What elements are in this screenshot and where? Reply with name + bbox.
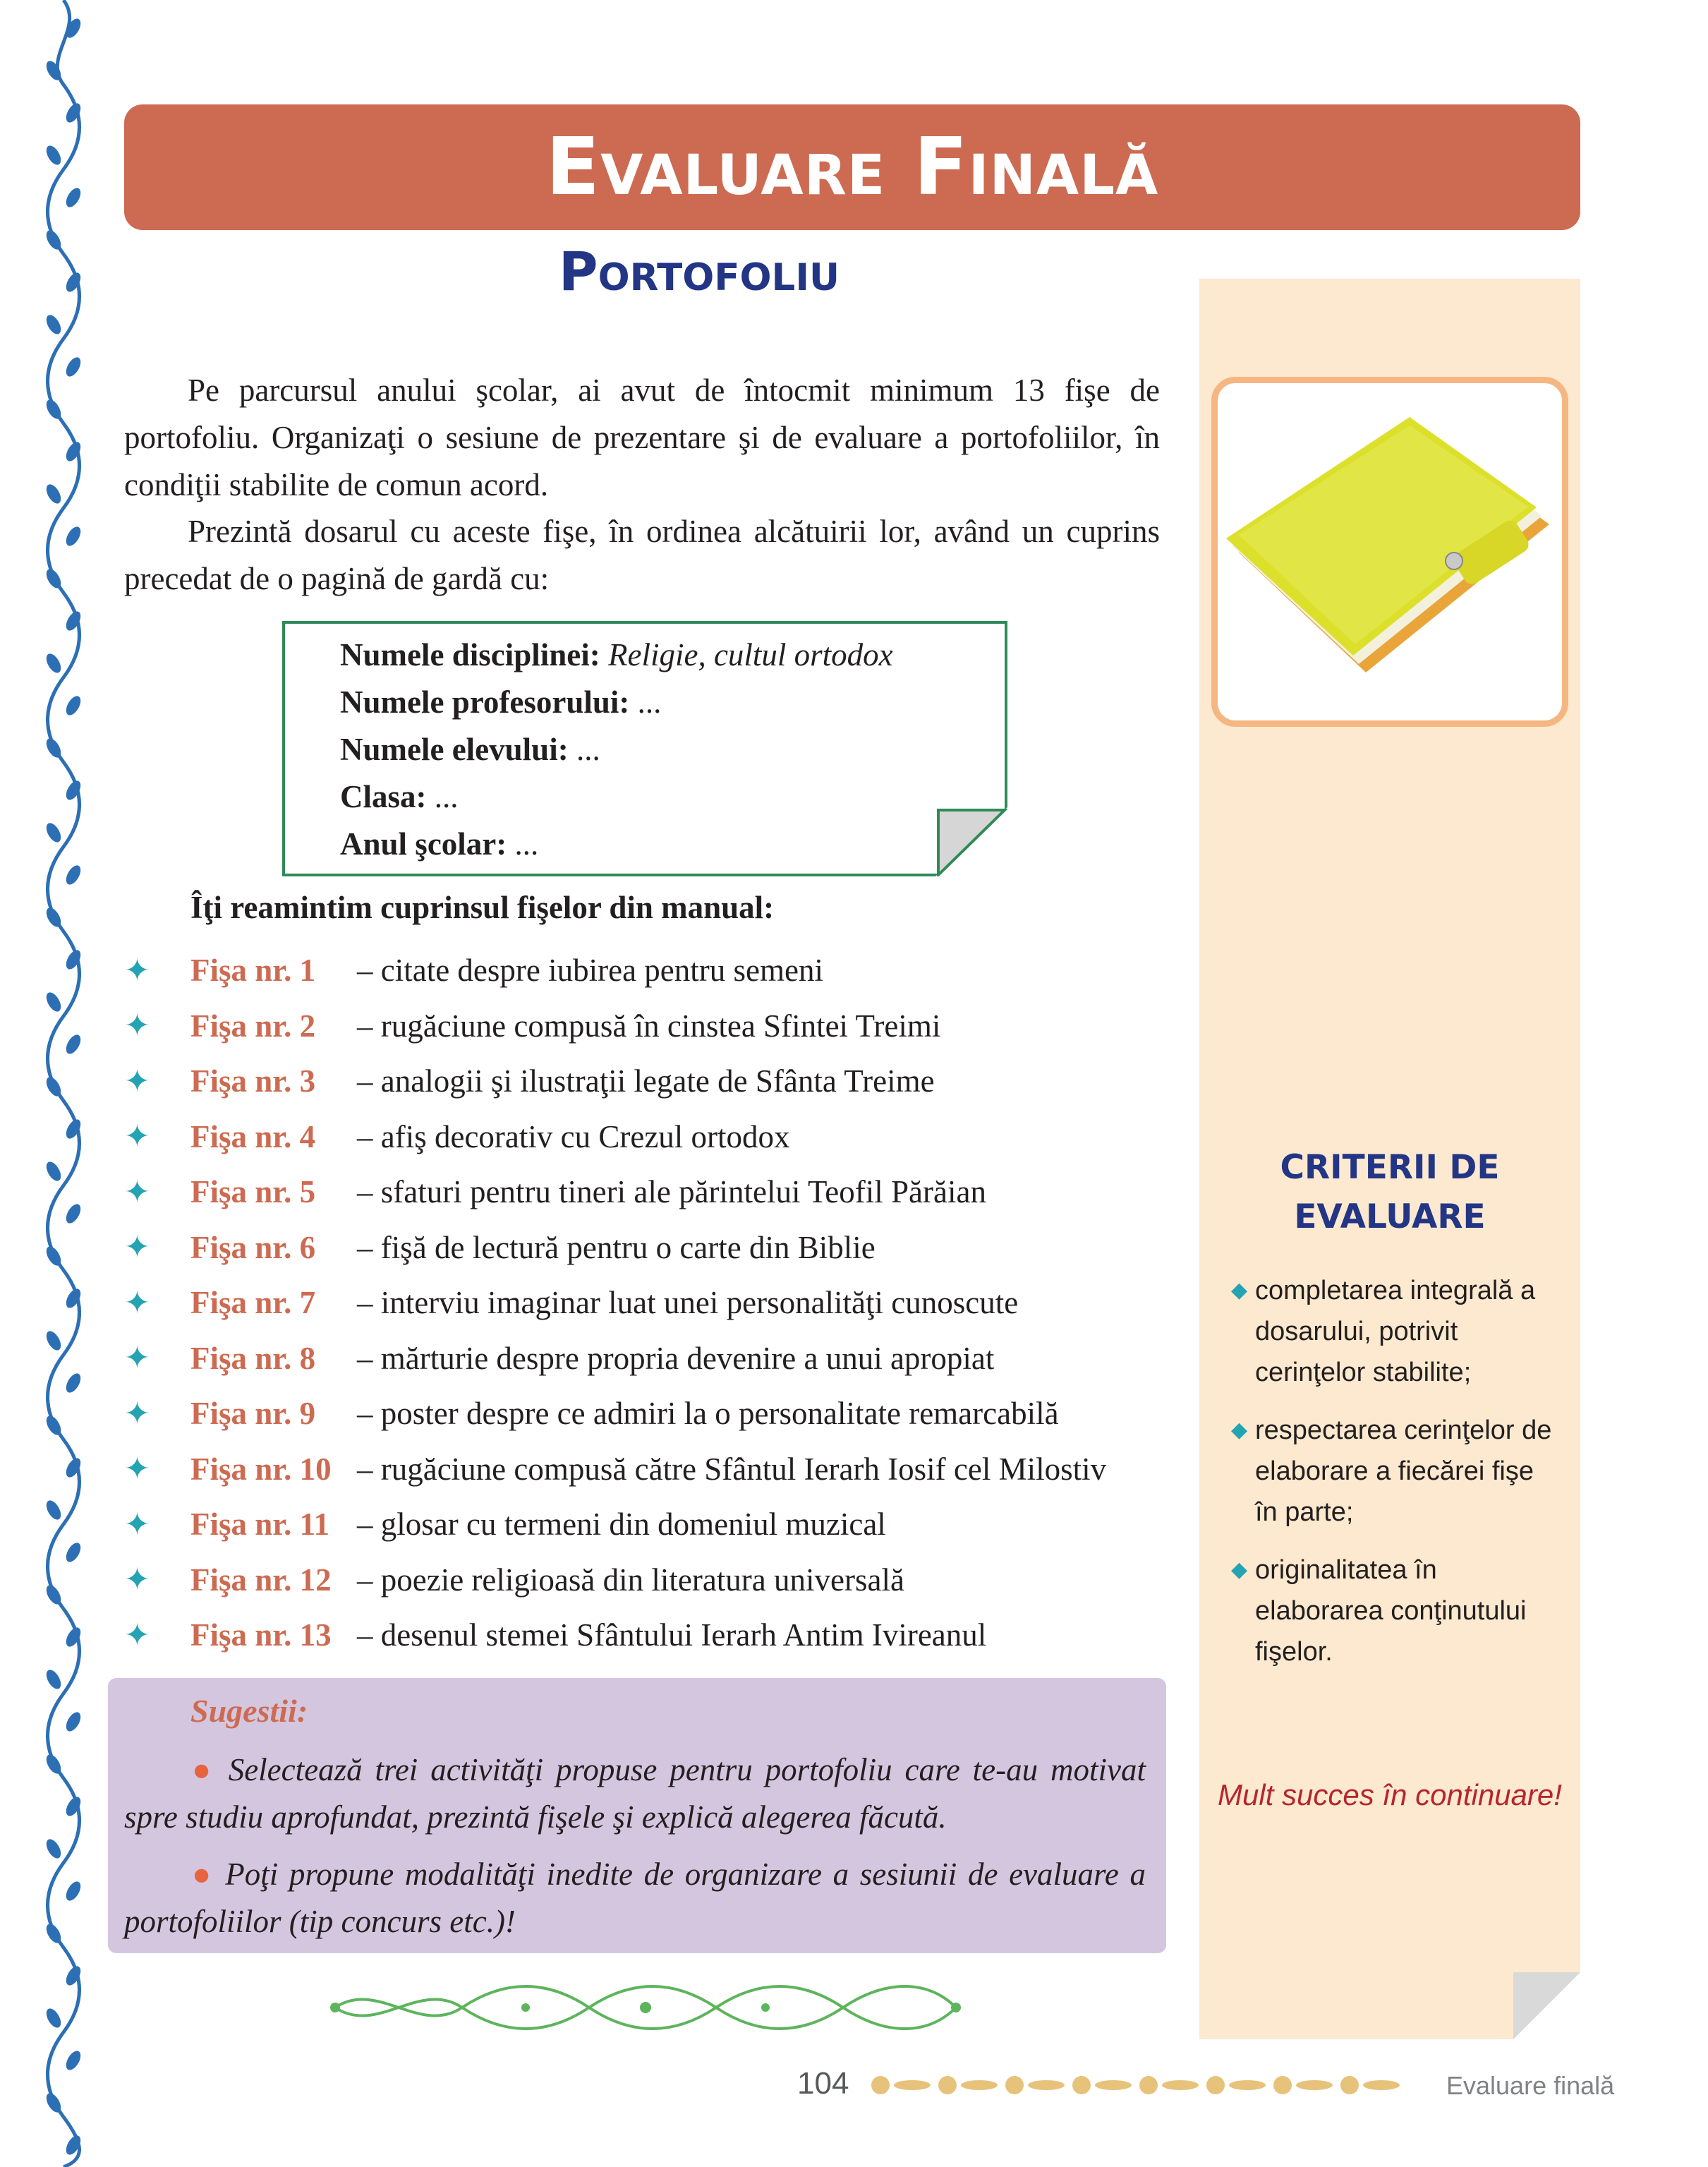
sheet-list-item	[124, 1220, 1182, 1276]
sheet-description: – analogii şi ilustraţii legate de Sfânta Treime	[357, 1063, 935, 1099]
intro-paragraph-2: Prezintă dosarul cu aceste fişe, în ordinea alcătuirii lor, având un cuprins precedat de o pagină de gardă cu:	[124, 514, 1160, 596]
sheet-label: Fişa nr. 12	[190, 1562, 332, 1598]
diamond-bullet-icon: ◆	[1231, 1558, 1248, 1581]
suggestions-title: Sugestii:	[190, 1693, 308, 1729]
ornament-divider	[321, 1976, 970, 2039]
sheet-description: – rugăciune compusă în cinstea Sfintei Treimi	[357, 1008, 941, 1044]
page-curl-icon	[1513, 1972, 1580, 2039]
criteria-heading	[1199, 1143, 1580, 1242]
four-point-star-icon: ✦	[124, 1617, 150, 1653]
folder-image-frame	[1211, 377, 1568, 727]
four-point-star-icon: ✦	[124, 1562, 150, 1598]
title-banner	[124, 104, 1580, 230]
criteria-text: completarea integrală a dosarului, potrivit cerinţelor stabilite;	[1255, 1276, 1536, 1387]
sheet-list-item	[124, 998, 1182, 1054]
yellow-folder-image	[1218, 383, 1562, 720]
sheet-list-item	[124, 1164, 1182, 1220]
dot-icon: ●	[192, 1752, 216, 1787]
four-point-star-icon: ✦	[124, 1063, 150, 1099]
criteria-text: respectarea cerinţelor de elaborare a fiecărei fişe în parte;	[1255, 1416, 1552, 1527]
field-school-year: Anul şcolar: ...	[340, 826, 539, 862]
sheet-description: – poezie religioasă din literatura universală	[357, 1562, 904, 1598]
field-discipline: Numele disciplinei: Religie, cultul ortodox	[340, 637, 893, 672]
sheet-label: Fişa nr. 1	[190, 953, 316, 989]
diamond-bullet-icon: ◆	[1231, 1418, 1248, 1442]
four-point-star-icon: ✦	[124, 1396, 150, 1431]
sheet-description: – interviu imaginar luat unei personalităţi cunoscute	[357, 1285, 1019, 1321]
four-point-star-icon: ✦	[124, 1230, 150, 1265]
sheet-list-item	[124, 1386, 1182, 1442]
sheet-description: – desenul stemei Sfântului Ierarh Antim Ivireanul	[357, 1617, 987, 1653]
four-point-star-icon: ✦	[124, 1008, 150, 1044]
sheet-label: Fişa nr. 4	[190, 1118, 316, 1154]
footer-ornament	[859, 2068, 1417, 2103]
sheet-label: Fişa nr. 8	[190, 1340, 316, 1376]
sheet-label: Fişa nr. 3	[190, 1063, 316, 1099]
decorative-vine-border	[42, 0, 85, 2167]
sheet-list-item	[124, 1109, 1182, 1165]
criteria-heading-line1: CRITERII DE	[1280, 1148, 1500, 1187]
criteria-item	[1231, 1550, 1563, 1672]
four-point-star-icon: ✦	[124, 1174, 150, 1209]
sheet-description: – rugăciune compusă către Sfântul Ierarh Iosif cel Milostiv	[357, 1451, 1107, 1487]
section-name: Evaluare finală	[1446, 2071, 1615, 2100]
dot-icon: ●	[192, 1857, 214, 1892]
suggestion-item: ● Selectează trei activităţi propuse pentru portofoliu care te-au motivat spre studiu aprofundat, prezintă fişele şi explică alegerea făcută.	[124, 1752, 1146, 1835]
sheet-label: Fişa nr. 6	[190, 1229, 316, 1265]
four-point-star-icon: ✦	[124, 1451, 150, 1487]
four-point-star-icon: ✦	[124, 1119, 150, 1154]
sheet-list-item	[124, 1607, 1182, 1663]
four-point-star-icon: ✦	[124, 1341, 150, 1376]
criteria-heading-line2: EVALUARE	[1294, 1197, 1486, 1236]
sheet-description: – citate despre iubirea pentru semeni	[357, 953, 823, 989]
criteria-item	[1231, 1410, 1563, 1533]
field-teacher: Numele profesorului: ...	[340, 684, 662, 720]
sheet-description: – mărturie despre propria devenire a unui apropiat	[357, 1340, 995, 1376]
page-title: Evaluare Finală	[545, 121, 1159, 213]
sheet-label: Fişa nr. 10	[190, 1451, 332, 1487]
sheet-list-item	[124, 1275, 1182, 1331]
sheet-list-item	[124, 1054, 1182, 1109]
cover-page-fields	[340, 632, 893, 868]
sheet-description: – sfaturi pentru tineri ale părintelui Teofil Părăian	[357, 1174, 986, 1210]
sheet-label: Fişa nr. 5	[190, 1174, 316, 1210]
sheet-list-item	[124, 1497, 1182, 1552]
sheets-list	[124, 943, 1182, 1663]
sheet-label: Fişa nr. 7	[190, 1285, 316, 1321]
page-subtitle: Portofoliu	[558, 240, 840, 303]
sheet-label: Fişa nr. 9	[190, 1396, 316, 1432]
sheet-label: Fişa nr. 13	[190, 1617, 332, 1653]
closing-message: Mult succes în continuare!	[1218, 1778, 1562, 1811]
diamond-bullet-icon: ◆	[1231, 1279, 1248, 1302]
criteria-text: originalitatea în elaborarea conţinutului fişelor.	[1255, 1555, 1527, 1667]
sheet-list-item	[124, 943, 1182, 998]
sheets-list-heading: Îţi reamintim cuprinsul fişelor din manual:	[190, 890, 775, 925]
sheet-description: – poster despre ce admiri la o personalitate remarcabilă	[357, 1396, 1059, 1432]
field-class: Clasa: ...	[340, 779, 459, 814]
field-student: Numele elevului: ...	[340, 732, 600, 767]
sheet-label: Fişa nr. 2	[190, 1008, 316, 1044]
four-point-star-icon: ✦	[124, 1285, 150, 1320]
sheet-list-item	[124, 1331, 1182, 1387]
criteria-list	[1231, 1270, 1563, 1689]
sheet-label: Fişa nr. 11	[190, 1507, 330, 1543]
sheet-list-item	[124, 1552, 1182, 1608]
sheet-description: – glosar cu termeni din domeniul muzical	[357, 1507, 886, 1543]
sheet-description: – fişă de lectură pentru o carte din Biblie	[357, 1229, 876, 1265]
four-point-star-icon: ✦	[124, 1507, 150, 1542]
sheet-list-item	[124, 1442, 1182, 1497]
intro-paragraph-1: Pe parcursul anului şcolar, ai avut de întocmit minimum 13 fişe de portofoliu. Organizaţi o sesiune de prezentare şi de evaluare a portofoliilor, în condiţii stabilite de comun acord.	[124, 373, 1160, 502]
note-curl-icon	[935, 807, 1007, 876]
sheet-description: – afiş decorativ cu Crezul ortodox	[357, 1118, 790, 1154]
four-point-star-icon: ✦	[124, 953, 150, 988]
page-number: 104	[797, 2066, 849, 2101]
criteria-item	[1231, 1270, 1563, 1393]
suggestion-item: ● Poţi propune modalităţi inedite de organizare a sesiunii de evaluare a portofoliilor (tip concurs etc.)!	[124, 1857, 1146, 1939]
